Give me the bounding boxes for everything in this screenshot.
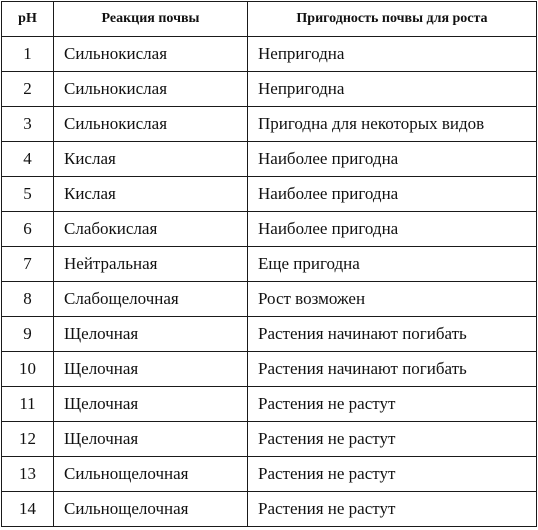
header-row: [2, 2, 537, 37]
cell-ph: 3: [2, 107, 54, 142]
table-row: [2, 72, 537, 107]
cell-suitability: Растения начинают погибать: [248, 317, 537, 352]
cell-ph: 13: [2, 457, 54, 492]
cell-reaction: Нейтральная: [54, 247, 248, 282]
cell-reaction: Кислая: [54, 142, 248, 177]
cell-ph: 9: [2, 317, 54, 352]
cell-reaction: Сильнощелочная: [54, 457, 248, 492]
cell-suitability: Растения не растут: [248, 492, 537, 527]
table-row: [2, 387, 537, 422]
cell-suitability: Растения не растут: [248, 422, 537, 457]
cell-suitability: Рост возможен: [248, 282, 537, 317]
cell-reaction: Сильнокислая: [54, 107, 248, 142]
cell-reaction: Щелочная: [54, 352, 248, 387]
cell-reaction: Слабокислая: [54, 212, 248, 247]
cell-ph: 12: [2, 422, 54, 457]
cell-suitability: Растения не растут: [248, 457, 537, 492]
cell-suitability: Растения начинают погибать: [248, 352, 537, 387]
cell-ph: 5: [2, 177, 54, 212]
header-suitability: Пригодность почвы для роста: [248, 2, 537, 37]
table-row: [2, 177, 537, 212]
table-body: [2, 37, 537, 527]
cell-reaction: Слабощелочная: [54, 282, 248, 317]
cell-suitability: Наиболее пригодна: [248, 212, 537, 247]
cell-ph: 4: [2, 142, 54, 177]
cell-suitability: Непригодна: [248, 72, 537, 107]
cell-ph: 10: [2, 352, 54, 387]
table-row: [2, 247, 537, 282]
cell-ph: 6: [2, 212, 54, 247]
cell-reaction: Сильнокислая: [54, 37, 248, 72]
table-row: [2, 352, 537, 387]
table-row: [2, 492, 537, 527]
table-row: [2, 37, 537, 72]
header-ph: pH: [2, 2, 54, 37]
cell-reaction: Щелочная: [54, 387, 248, 422]
table-row: [2, 142, 537, 177]
table-row: [2, 422, 537, 457]
cell-suitability: Наиболее пригодна: [248, 177, 537, 212]
cell-ph: 1: [2, 37, 54, 72]
table-header: [2, 2, 537, 37]
cell-suitability: Непригодна: [248, 37, 537, 72]
table-row: [2, 212, 537, 247]
cell-reaction: Сильнокислая: [54, 72, 248, 107]
cell-suitability: Наиболее пригодна: [248, 142, 537, 177]
cell-suitability: Пригодна для некоторых видов: [248, 107, 537, 142]
cell-suitability: Еще пригодна: [248, 247, 537, 282]
cell-suitability: Растения не растут: [248, 387, 537, 422]
table-row: [2, 457, 537, 492]
cell-ph: 8: [2, 282, 54, 317]
header-reaction: Реакция почвы: [54, 2, 248, 37]
cell-ph: 7: [2, 247, 54, 282]
soil-ph-table: [1, 1, 537, 527]
table-row: [2, 282, 537, 317]
cell-reaction: Щелочная: [54, 422, 248, 457]
cell-reaction: Щелочная: [54, 317, 248, 352]
table-row: [2, 107, 537, 142]
cell-ph: 2: [2, 72, 54, 107]
table-row: [2, 317, 537, 352]
cell-ph: 14: [2, 492, 54, 527]
cell-ph: 11: [2, 387, 54, 422]
cell-reaction: Кислая: [54, 177, 248, 212]
cell-reaction: Сильнощелочная: [54, 492, 248, 527]
